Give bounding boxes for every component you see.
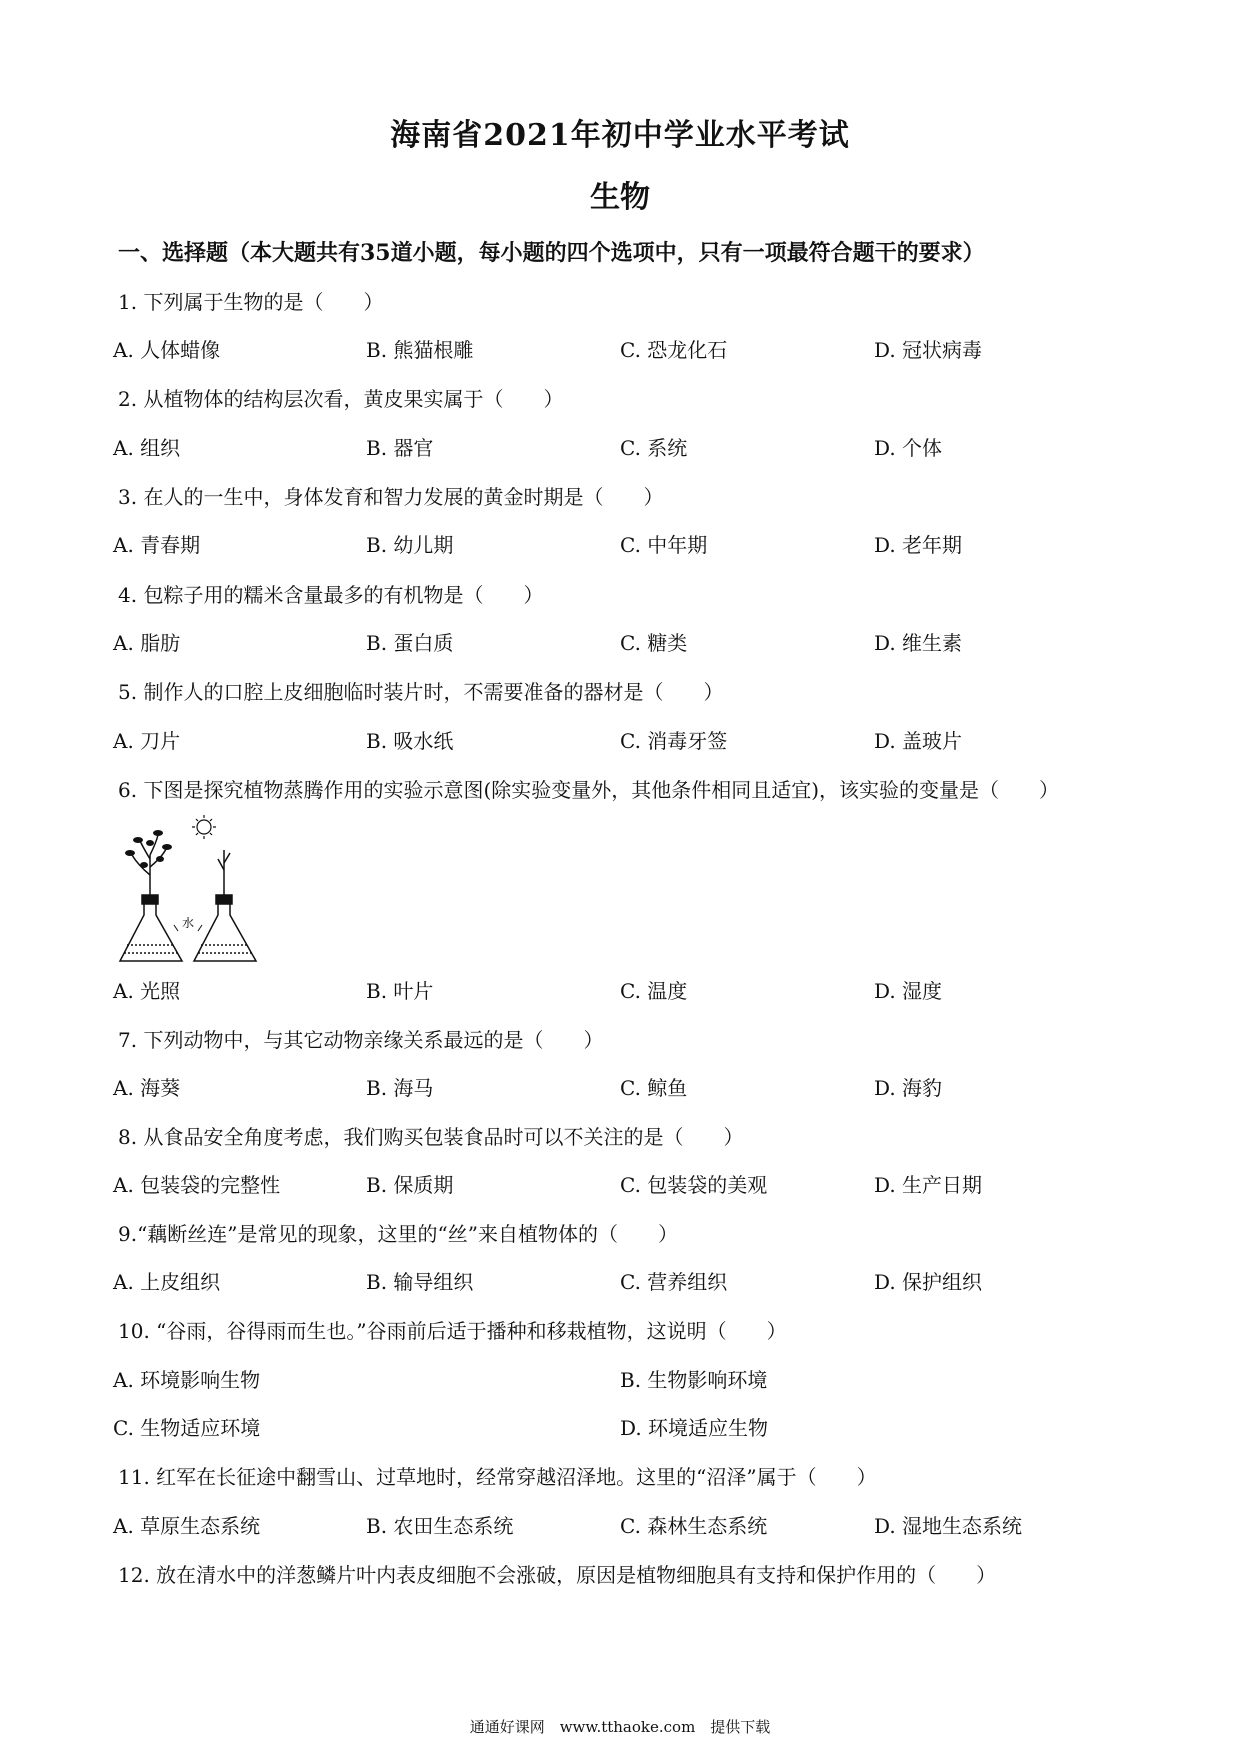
question-stem: 5. 制作人的口腔上皮细胞临时装片时，不需要准备的器材是（ ） xyxy=(118,680,724,704)
option-c: C. 中年期 xyxy=(620,533,708,557)
option-a: A. 海葵 xyxy=(113,1076,181,1100)
option-a: A. 光照 xyxy=(113,979,181,1003)
option-d: D. 老年期 xyxy=(874,533,963,557)
option-c: C. 森林生态系统 xyxy=(620,1514,768,1538)
option-b: B. 保质期 xyxy=(366,1173,454,1197)
option-d: D. 维生素 xyxy=(874,631,963,655)
option-a: A. 环境影响生物 xyxy=(113,1368,261,1392)
section-heading: 一、选择题（本大题共有35道小题，每小题的四个选项中，只有一项最符合题干的要求） xyxy=(118,240,985,266)
option-c: C. 温度 xyxy=(620,979,688,1003)
option-c: C. 糖类 xyxy=(620,631,688,655)
option-d: D. 环境适应生物 xyxy=(620,1416,769,1440)
option-d: D. 盖玻片 xyxy=(874,729,963,753)
option-a: A. 脂肪 xyxy=(113,631,181,655)
option-c: C. 生物适应环境 xyxy=(113,1416,261,1440)
question-stem: 10. “谷雨，谷得雨而生也。”谷雨前后适于播种和移栽植物，这说明（ ） xyxy=(118,1319,787,1343)
option-b: B. 农田生态系统 xyxy=(366,1514,514,1538)
option-a: A. 组织 xyxy=(113,436,181,460)
question-stem: 4. 包粽子用的糯米含量最多的有机物是（ ） xyxy=(118,583,544,607)
option-d: D. 个体 xyxy=(874,436,943,460)
option-c: C. 营养组织 xyxy=(620,1270,728,1294)
question-stem: 3. 在人的一生中，身体发育和智力发展的黄金时期是（ ） xyxy=(118,485,664,509)
option-d: D. 湿地生态系统 xyxy=(874,1514,1023,1538)
question-stem: 9.“藕断丝连”是常见的现象，这里的“丝”来自植物体的（ ） xyxy=(118,1222,678,1246)
option-a: A. 刀片 xyxy=(113,729,181,753)
question-stem: 1. 下列属于生物的是（ ） xyxy=(118,290,384,314)
option-b: B. 器官 xyxy=(366,436,434,460)
option-a: A. 人体蜡像 xyxy=(113,338,221,362)
option-d: D. 生产日期 xyxy=(874,1173,983,1197)
option-c: C. 消毒牙签 xyxy=(620,729,728,753)
option-c: C. 包装袋的美观 xyxy=(620,1173,768,1197)
question-stem: 11. 红军在长征途中翻雪山、过草地时，经常穿越沼泽地。这里的“沼泽”属于（ ） xyxy=(118,1465,877,1489)
option-d: D. 海豹 xyxy=(874,1076,943,1100)
option-b: B. 生物影响环境 xyxy=(620,1368,768,1392)
transpiration-experiment-figure xyxy=(118,815,268,970)
option-b: B. 海马 xyxy=(366,1076,434,1100)
option-c: C. 恐龙化石 xyxy=(620,338,728,362)
footer-text: 通通好课网 www.tthaoke.com 提供下载 xyxy=(469,1718,771,1736)
option-b: B. 叶片 xyxy=(366,979,434,1003)
option-b: B. 输导组织 xyxy=(366,1270,474,1294)
question-stem: 2. 从植物体的结构层次看，黄皮果实属于（ ） xyxy=(118,387,564,411)
option-b: B. 幼儿期 xyxy=(366,533,454,557)
option-c: C. 系统 xyxy=(620,436,688,460)
left-flask-icon xyxy=(120,830,182,961)
option-c: C. 鲸鱼 xyxy=(620,1076,688,1100)
question-stem: 7. 下列动物中，与其它动物亲缘关系最远的是（ ） xyxy=(118,1028,604,1052)
option-b: B. 熊猫根雕 xyxy=(366,338,474,362)
option-a: A. 上皮组织 xyxy=(113,1270,221,1294)
question-stem: 12. 放在清水中的洋葱鳞片叶内表皮细胞不会涨破，原因是植物细胞具有支持和保护作用的（ ） xyxy=(118,1563,997,1587)
option-d: D. 冠状病毒 xyxy=(874,338,983,362)
option-d: D. 保护组织 xyxy=(874,1270,983,1294)
option-a: A. 包装袋的完整性 xyxy=(113,1173,281,1197)
exam-title: 海南省2021年初中学业水平考试 xyxy=(390,118,850,153)
question-stem: 8. 从食品安全角度考虑，我们购买包装食品时可以不关注的是（ ） xyxy=(118,1125,744,1149)
question-stem: 6. 下图是探究植物蒸腾作用的实验示意图(除实验变量外，其他条件相同且适宜)，该实验的变量是（ ） xyxy=(118,778,1060,802)
option-b: B. 吸水纸 xyxy=(366,729,454,753)
option-b: B. 蛋白质 xyxy=(366,631,454,655)
sun-icon xyxy=(192,815,216,839)
option-a: A. 青春期 xyxy=(113,533,201,557)
option-d: D. 湿度 xyxy=(874,979,943,1003)
subject-title: 生物 xyxy=(590,180,650,215)
right-flask-icon xyxy=(194,850,256,961)
water-label: 水 xyxy=(181,916,195,930)
option-a: A. 草原生态系统 xyxy=(113,1514,261,1538)
